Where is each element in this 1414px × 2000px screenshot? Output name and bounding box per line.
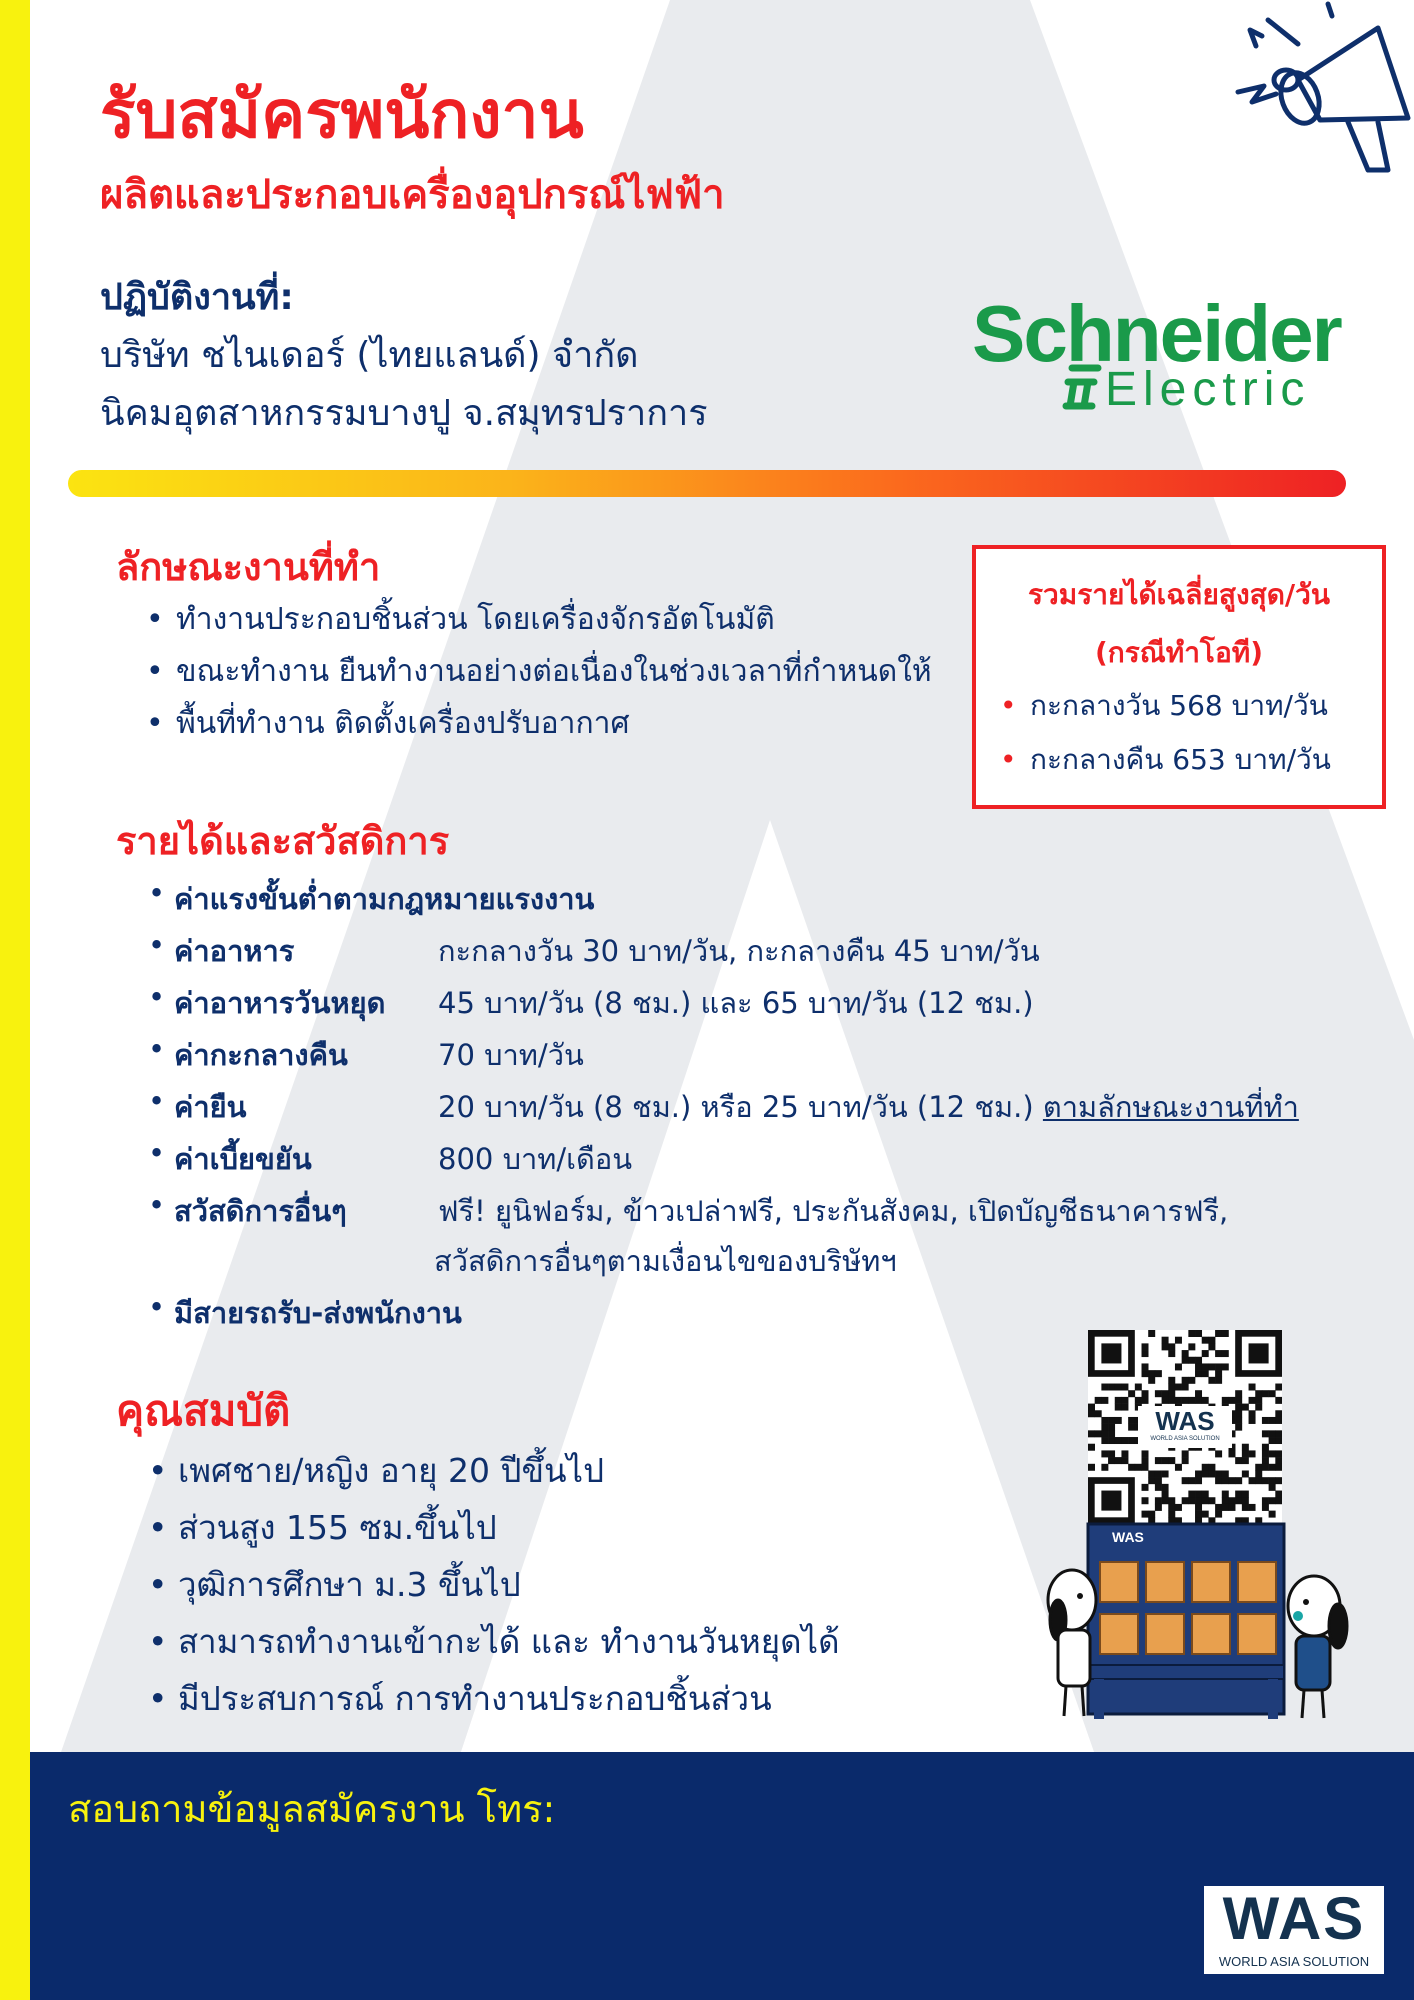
list-item: • กะกลางวัน 568 บาท/วัน: [1000, 679, 1331, 733]
income-box-subtitle: (กรณีทำโอที): [1094, 636, 1264, 669]
qr-center-logo: [1138, 1406, 1232, 1448]
contact-text: สอบถามข้อมูลสมัครงาน โทร:: [68, 1787, 556, 1831]
duties-heading: ลักษณะงานที่ทำ: [116, 545, 381, 589]
benefit-value: กะกลางวัน 30 บาท/วัน, กะกลางคืน 45 บาท/วัน: [438, 934, 1040, 968]
duties-list: [146, 594, 932, 750]
benefit-value-underlined: ตามลักษณะงานที่ทำ: [1042, 1090, 1299, 1124]
list-item: • ทำงานประกอบชิ้นส่วน โดยเครื่องจักรอัตโนมัติ: [146, 594, 932, 646]
benefit-label: ค่าอาหาร: [174, 934, 295, 968]
benefit-value: ฟรี! ยูนิฟอร์ม, ข้าวเปล่าฟรี, ประกันสังคม, เปิดบัญชีธนาคารฟรี,: [438, 1194, 1229, 1228]
schneider-logo-mark-icon: [1062, 360, 1106, 412]
benefit-value: 45 บาท/วัน (8 ชม.) และ 65 บาท/วัน (12 ชม.): [438, 986, 1034, 1020]
benefit-value-text: 20 บาท/วัน (8 ชม.) หรือ 25 บาท/วัน (12 ชม.): [438, 1090, 1034, 1124]
was-logo: [1204, 1886, 1384, 1974]
megaphone-icon: [1228, 0, 1414, 190]
list-item: • วุฒิการศึกษา ม.3 ขึ้นไป: [148, 1556, 840, 1613]
list-item: • สามารถทำงานเข้ากะได้ และ ทำงานวันหยุดได้: [148, 1613, 840, 1670]
qr-logo-text: WAS: [1155, 1406, 1215, 1436]
page-subtitle: ผลิตและประกอบเครื่องอุปกรณ์ไฟฟ้า: [100, 172, 725, 218]
list-item: • มีประสบการณ์ การทำงานประกอบชิ้นส่วน: [148, 1670, 840, 1727]
svg-text:WAS: WAS: [1112, 1529, 1144, 1545]
schneider-logo-text: Schneider: [972, 289, 1341, 378]
list-item: • พื้นที่ทำงาน ติดตั้งเครื่องปรับอากาศ: [146, 698, 932, 750]
qualifications-list: [148, 1442, 840, 1727]
benefit-value: [438, 1084, 1299, 1130]
income-box-title: รวมรายได้เฉลี่ยสูงสุด/วัน: [1028, 578, 1330, 611]
was-logo-subtext: WORLD ASIA SOLUTION: [1218, 1954, 1370, 1969]
benefit-label: ค่ายืน: [174, 1090, 247, 1124]
qualifications-heading: คุณสมบัติ: [116, 1386, 291, 1435]
location-label: ปฏิบัติงานที่:: [100, 277, 294, 318]
qr-logo-caption: WORLD ASIA SOLUTION: [1150, 1436, 1220, 1442]
benefit-label: ค่ากะกลางคืน: [174, 1038, 348, 1072]
dogs-shelf-illustration: [1040, 1520, 1350, 1725]
benefit-label: ค่าเบี้ยขยัน: [174, 1142, 312, 1176]
page-title: รับสมัครพนักงาน: [100, 76, 584, 153]
income-summary-box: [972, 545, 1386, 809]
benefit-value: 800 บาท/เดือน: [438, 1142, 633, 1176]
list-item: • เพศชาย/หญิง อายุ 20 ปีขึ้นไป: [148, 1442, 840, 1499]
qr-code[interactable]: [1088, 1330, 1282, 1524]
benefit-label: ค่าอาหารวันหยุด: [174, 986, 386, 1020]
was-logo-text: WAS: [1222, 1885, 1366, 1952]
gradient-divider: [68, 470, 1346, 497]
company-name: บริษัท ชไนเดอร์ (ไทยแลนด์) จำกัด: [100, 335, 639, 376]
schneider-logo-subtext: Electric: [1105, 363, 1311, 416]
benefit-label: มีสายรถรับ-ส่งพนักงาน: [174, 1296, 462, 1330]
list-item: • กะกลางคืน 653 บาท/วัน: [1000, 733, 1331, 787]
benefits-heading: รายได้และสวัสดิการ: [116, 819, 450, 863]
left-yellow-strip: [0, 0, 30, 2000]
list-item: • ขณะทำงาน ยืนทำงานอย่างต่อเนื่องในช่วงเวลาที่กำหนดให้: [146, 646, 932, 698]
benefit-label: ค่าแรงขั้นต่ำตามกฎหมายแรงงาน: [174, 882, 595, 916]
company-address: นิคมอุตสาหกรรมบางปู จ.สมุทรปราการ: [100, 393, 708, 434]
benefit-value: 70 บาท/วัน: [438, 1038, 584, 1072]
income-list: [1000, 679, 1331, 787]
list-item: • ส่วนสูง 155 ซม.ขึ้นไป: [148, 1499, 840, 1556]
benefit-value-continued: สวัสดิการอื่นๆตามเงื่อนไขของบริษัทฯ: [434, 1244, 897, 1278]
benefit-label: สวัสดิการอื่นๆ: [174, 1194, 347, 1228]
